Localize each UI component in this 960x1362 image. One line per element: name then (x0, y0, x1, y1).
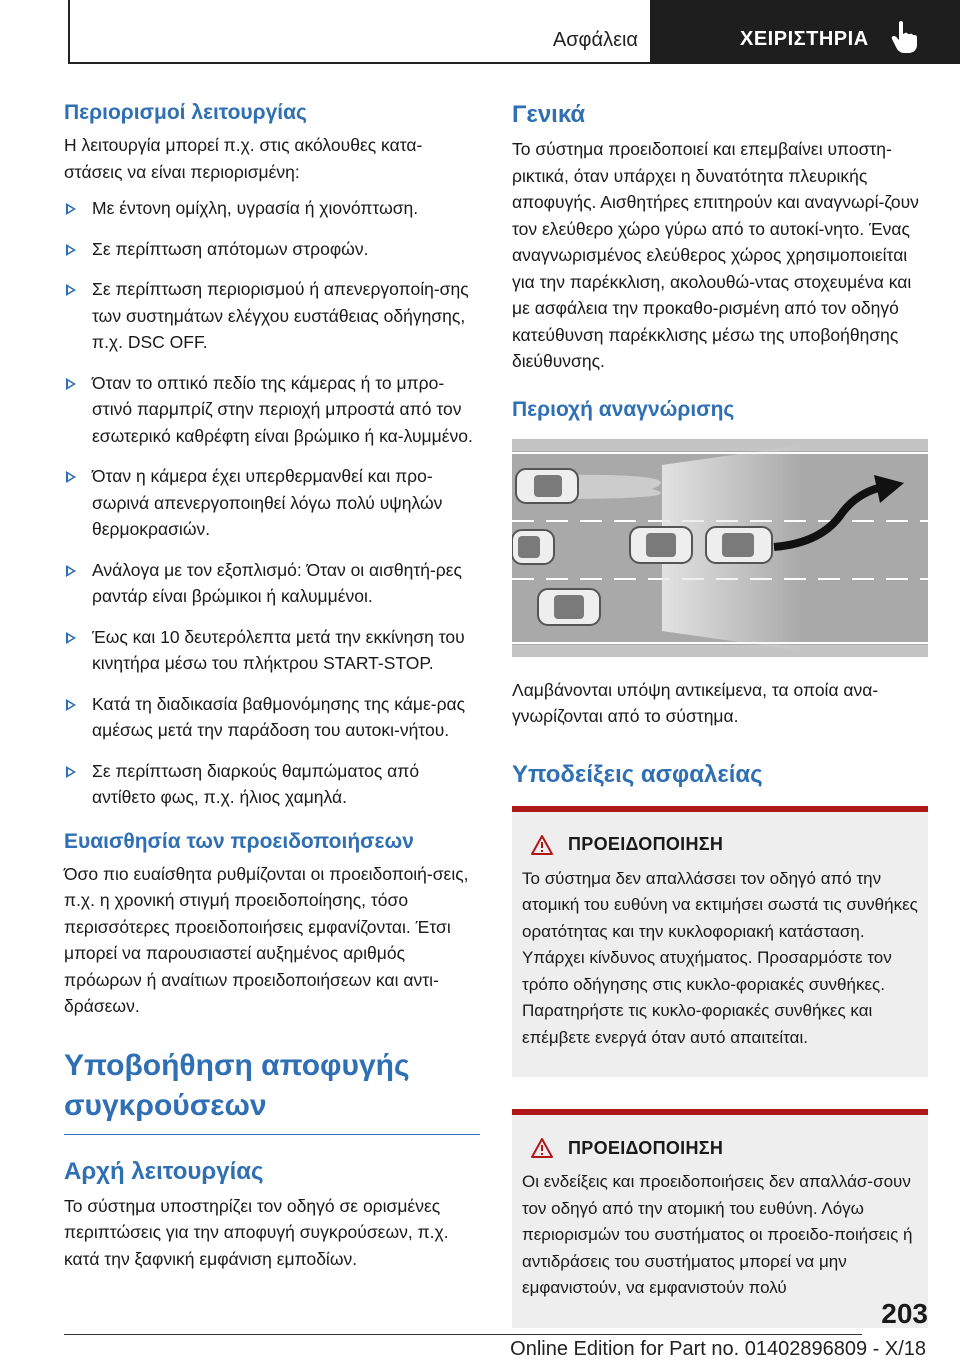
car-top-left (516, 469, 578, 503)
warning-text-1: Το σύστημα δεν απαλλάσσει τον οδηγό από την ατομική του ευθύνη να εκτιμήσει σωστά τις συνθήκες ορατότητας και την κυκλοφοριακή κατάσταση. Υπάρχει κίνδυνος ατυχήματος. Προσαρμόστε τον τρόπο οδήγησης στις κυκλο-φοριακές συνθήκες. Παρατηρήστε τις κυκλο-φοριακές συνθήκες και επέμβετε ενεργά όταν αυτό απαιτείται. (522, 868, 918, 1047)
car-bottom (538, 589, 600, 625)
car-mid-left (512, 530, 554, 564)
warning-triangle-icon (530, 1137, 554, 1159)
warning-box-1 (512, 806, 928, 1078)
sensitivity-heading: Ευαισθησία των προειδοποιήσεων (64, 829, 414, 853)
list-item: Κατά τη διαδικασία βαθμονόμησης της κάμε-ρας αμέσως μετά την παράδοση του αυτοκι-νήτου. (64, 691, 480, 744)
detection-area-illustration (512, 439, 928, 657)
list-item: Σε περίπτωση περιορισμού ή απενεργοποίη-σης των συστημάτων ελέγχου ευστάθειας οδήγησης, π.χ. DSC OFF. (64, 276, 480, 356)
list-item: Έως και 10 δευτερόλεπτα μετά την εκκίνηση του κινητήρα μέσω του πλήκτρου START-STOP. (64, 624, 480, 677)
triangle-bullet-icon (66, 632, 76, 644)
chapter-title: Υποβοήθηση αποφυγής συγκρούσεων (64, 1048, 410, 1122)
page-number: 203 (881, 1298, 928, 1329)
section-title: Ασφάλεια (552, 29, 638, 51)
warning-title-2: ΠΡΟΕΙΔΟΠΟΙΗΣΗ (530, 1137, 918, 1159)
list-item: Ανάλογα με τον εξοπλισμό: Όταν οι αισθητή-ρες ραντάρ είναι βρώμικοι ή καλυμμένοι. (64, 557, 480, 610)
right-column (512, 100, 928, 1328)
general-heading: Γενικά (512, 101, 586, 128)
principle-text: Το σύστημα υποστηρίζει τον οδηγό σε ορισμένες περιπτώσεις για την αποφυγή συγκρούσεων, π.χ. κατά την ξαφνική εμφάνιση εμποδίων. (64, 1195, 449, 1269)
list-item: Όταν η κάμερα έχει υπερθερμανθεί και προ-σωρινά απενεργοποιηθεί λόγω πολύ υψηλών θερμοκρασιών. (64, 463, 480, 543)
detection-heading: Περιοχή αναγνώρισης (512, 397, 735, 421)
chapter-tab-label: ΧΕΙΡΙΣΤΗΡΙΑ (740, 28, 869, 50)
triangle-bullet-icon (66, 203, 76, 215)
header-section-box (68, 0, 652, 64)
footer-rule (64, 1334, 862, 1335)
left-column (64, 100, 480, 1272)
triangle-bullet-icon (66, 766, 76, 778)
detection-caption: Λαμβάνονται υπόψη αντικείμενα, τα οποία ανα-γνωρίζονται από το σύστημα. (512, 679, 879, 726)
limits-list (64, 195, 480, 811)
principle-heading: Αρχή λειτουργίας (64, 1157, 264, 1185)
list-item: Με έντονη ομίχλη, υγρασία ή χιονόπτωση. (64, 195, 480, 222)
list-item: Σε περίπτωση απότομων στροφών. (64, 236, 480, 263)
limits-intro: Η λειτουργία μπορεί π.χ. στις ακόλουθες κατα-στάσεις να είναι περιορισμένη: (64, 135, 423, 182)
limits-heading: Περιορισμοί λειτουργίας (64, 101, 307, 124)
chapter-tab[interactable] (650, 0, 960, 64)
hand-pointer-icon (890, 20, 920, 54)
car-mid-right (706, 527, 772, 563)
safety-heading: Υποδείξεις ασφαλείας (512, 760, 763, 788)
warning-text-2: Οι ενδείξεις και προειδοποιήσεις δεν απαλλάσ-σουν τον οδηγό από την ατομική του ευθύνη. Λόγω περιορισμών του συστήματος οι προειδο-ποιήσεις ή αντιδράσεις του συστήματος μπορεί να μην εμφανιστούν, να εμφανιστούν πολύ (522, 1172, 913, 1297)
triangle-bullet-icon (66, 471, 76, 483)
triangle-bullet-icon (66, 378, 76, 390)
car-mid-center (630, 527, 692, 563)
footer-edition: Online Edition for Part no. 01402896809 - X/18 (510, 1338, 926, 1360)
triangle-bullet-icon (66, 284, 76, 296)
warning-triangle-icon (530, 834, 554, 856)
list-item: Σε περίπτωση διαρκούς θαμπώματος από αντίθετο φως, π.χ. ήλιος χαμηλά. (64, 758, 480, 811)
warning-title-1: ΠΡΟΕΙΔΟΠΟΙΗΣΗ (530, 834, 918, 856)
triangle-bullet-icon (66, 565, 76, 577)
chapter-rule (64, 1134, 480, 1135)
triangle-bullet-icon (66, 699, 76, 711)
list-item: Όταν το οπτικό πεδίο της κάμερας ή το μπρο-στινό παρμπρίζ στην περιοχή μπροστά από τον εσωτερικό καθρέφτη είναι βρώμικο ή κα-λυμμένο. (64, 370, 480, 450)
triangle-bullet-icon (66, 244, 76, 256)
sensitivity-text: Όσο πιο ευαίσθητα ρυθμίζονται οι προειδοποιή-σεις, π.χ. η χρονική στιγμή προειδοποίησης, τόσο περισσότερες προειδοποιήσεις εμφανίζονται. Έτσι μπορεί να παρουσιαστεί αυξημένος αριθμός πρόωρων ή αναίτιων προειδοποιήσεων και αντι-δράσεων. (64, 863, 469, 1016)
warning-box-2 (512, 1109, 928, 1328)
general-text: Το σύστημα προειδοποιεί και επεμβαίνει υποστη-ρικτικά, όταν υπάρχει η δυνατότητα πλευρικής αποφυγής. Αισθητήρες επιτηρούν και αναγνωρί-ζουν τον ελεύθερο χώρο γύρω από το αυτοκί-νητο. Ένας αναγνωρισμένος ελεύθερος χώρος χρησιμοποιείται για την παρέκκλιση, ακολουθώ-ντας στοχευμένα και με ασφάλεια την προκαθο-ρισμένη από τον οδηγό κατεύθυνση παρέκκλισης μέσω της υποβοήθησης διεύθυνσης. (512, 139, 919, 371)
